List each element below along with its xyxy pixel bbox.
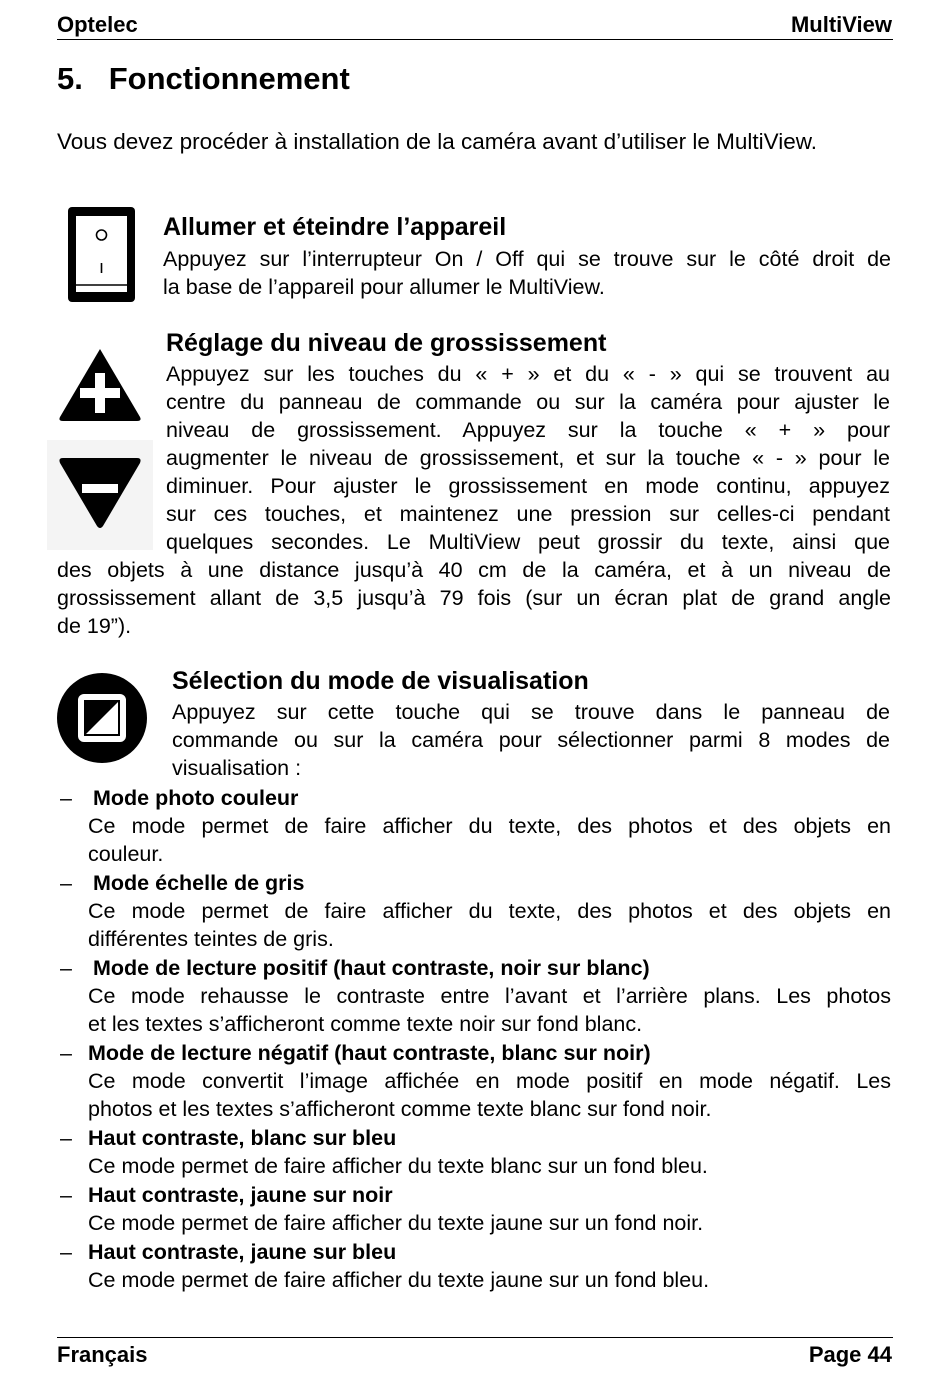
power-switch-icon xyxy=(68,207,135,302)
text-line: Ce mode permet de faire afficher du texte jaune sur un fond bleu. xyxy=(88,1268,710,1292)
list-dash: – xyxy=(60,871,72,895)
text-line: Appuyez sur l’interrupteur On / Off qui se trouve sur le côté droit de xyxy=(163,247,891,271)
list-dash: – xyxy=(60,786,72,810)
power-section-title: Allumer et éteindre l’appareil xyxy=(163,213,507,241)
magnification-section-title: Réglage du niveau de grossissement xyxy=(166,329,607,357)
list-dash: – xyxy=(60,956,72,980)
mode-description xyxy=(88,1152,891,1180)
footer-divider xyxy=(57,1337,893,1338)
text-line: photos et les textes s’afficheront comme texte blanc sur fond noir. xyxy=(88,1097,712,1121)
text-line: la base de l’appareil pour allumer le MultiView. xyxy=(163,275,605,299)
mode-name: Mode de lecture négatif (haut contraste, blanc sur noir) xyxy=(88,1041,651,1065)
header-product: MultiView xyxy=(790,12,892,37)
text-line: centre du panneau de commande ou sur la caméra pour ajuster le xyxy=(166,390,890,414)
text-line: Ce mode rehausse le contraste entre l’avant et l’arrière plans. Les photos xyxy=(88,984,891,1008)
header-brand: Optelec xyxy=(57,12,138,37)
mode-description xyxy=(88,897,891,953)
page-title: 5. Fonctionnement xyxy=(57,61,350,96)
mode-name: Haut contraste, jaune sur noir xyxy=(88,1183,393,1207)
text-line: quelques secondes. Le MultiView peut grossir du texte, ainsi que xyxy=(166,530,890,554)
text-line: augmenter le niveau de grossissement, et sur la touche « - » pour le xyxy=(166,446,890,470)
text-line: diminuer. Pour ajuster le grossissement en mode continu, appuyez xyxy=(166,474,890,498)
text-line: des objets à une distance jusqu’à 40 cm de la caméra, et à un niveau de xyxy=(57,558,891,582)
text-line: commande ou sur la caméra pour sélectionner parmi 8 modes de xyxy=(172,728,890,752)
mode-description xyxy=(88,982,891,1038)
text-line: différentes teintes de gris. xyxy=(88,927,334,951)
text-line: et les textes s’afficheront comme texte noir sur fond blanc. xyxy=(88,1012,643,1036)
footer-language: Français xyxy=(57,1342,148,1367)
magnification-text xyxy=(166,360,890,556)
contrast-mode-icon xyxy=(56,672,148,764)
list-dash: – xyxy=(60,1240,72,1264)
text-line: couleur. xyxy=(88,842,164,866)
viewing-section-text xyxy=(172,698,890,782)
mode-name: Mode de lecture positif (haut contraste, noir sur blanc) xyxy=(93,956,650,980)
text-line: Ce mode permet de faire afficher du texte jaune sur un fond noir. xyxy=(88,1211,704,1235)
intro-text: Vous devez procéder à installation de la caméra avant d’utiliser le MultiView. xyxy=(57,129,818,154)
text-line: Ce mode convertit l’image affichée en mode positif en mode négatif. Les xyxy=(88,1069,891,1093)
mode-description xyxy=(88,1266,891,1294)
mode-name: Mode échelle de gris xyxy=(93,871,305,895)
mode-name: Mode photo couleur xyxy=(93,786,299,810)
text-line: grossissement allant de 3,5 jusqu’à 79 fois (sur un écran plat de grand angle xyxy=(57,586,891,610)
power-section-text xyxy=(163,245,891,301)
list-dash: – xyxy=(60,1126,72,1150)
page-number: Page 44 xyxy=(808,1342,892,1367)
mode-description xyxy=(88,1209,891,1237)
list-dash: – xyxy=(60,1041,72,1065)
text-line: Appuyez sur les touches du « + » et du « - » qui se trouvent au xyxy=(166,362,890,386)
mode-name: Haut contraste, blanc sur bleu xyxy=(88,1126,397,1150)
mode-description xyxy=(88,1067,891,1123)
mode-name: Haut contraste, jaune sur bleu xyxy=(88,1240,397,1264)
list-dash: – xyxy=(60,1183,72,1207)
header-divider xyxy=(57,39,893,40)
text-line: Ce mode permet de faire afficher du texte, des photos et des objets en xyxy=(88,814,891,838)
magnification-text-continued xyxy=(57,556,891,640)
text-line: sur ces touches, et maintenez une pression sur celles-ci pendant xyxy=(166,502,890,526)
text-line: de 19”). xyxy=(57,614,132,638)
text-line: Ce mode permet de faire afficher du texte, des photos et des objets en xyxy=(88,899,891,923)
viewing-section-title: Sélection du mode de visualisation xyxy=(172,667,589,695)
text-line: Appuyez sur cette touche qui se trouve dans le panneau de xyxy=(172,700,890,724)
text-line: visualisation : xyxy=(172,756,302,780)
minus-triangle-icon xyxy=(47,440,153,550)
mode-description xyxy=(88,812,891,868)
plus-triangle-icon xyxy=(58,347,142,423)
text-line: niveau de grossissement. Appuyez sur la touche « + » pour xyxy=(166,418,890,442)
text-line: Ce mode permet de faire afficher du texte blanc sur un fond bleu. xyxy=(88,1154,708,1178)
